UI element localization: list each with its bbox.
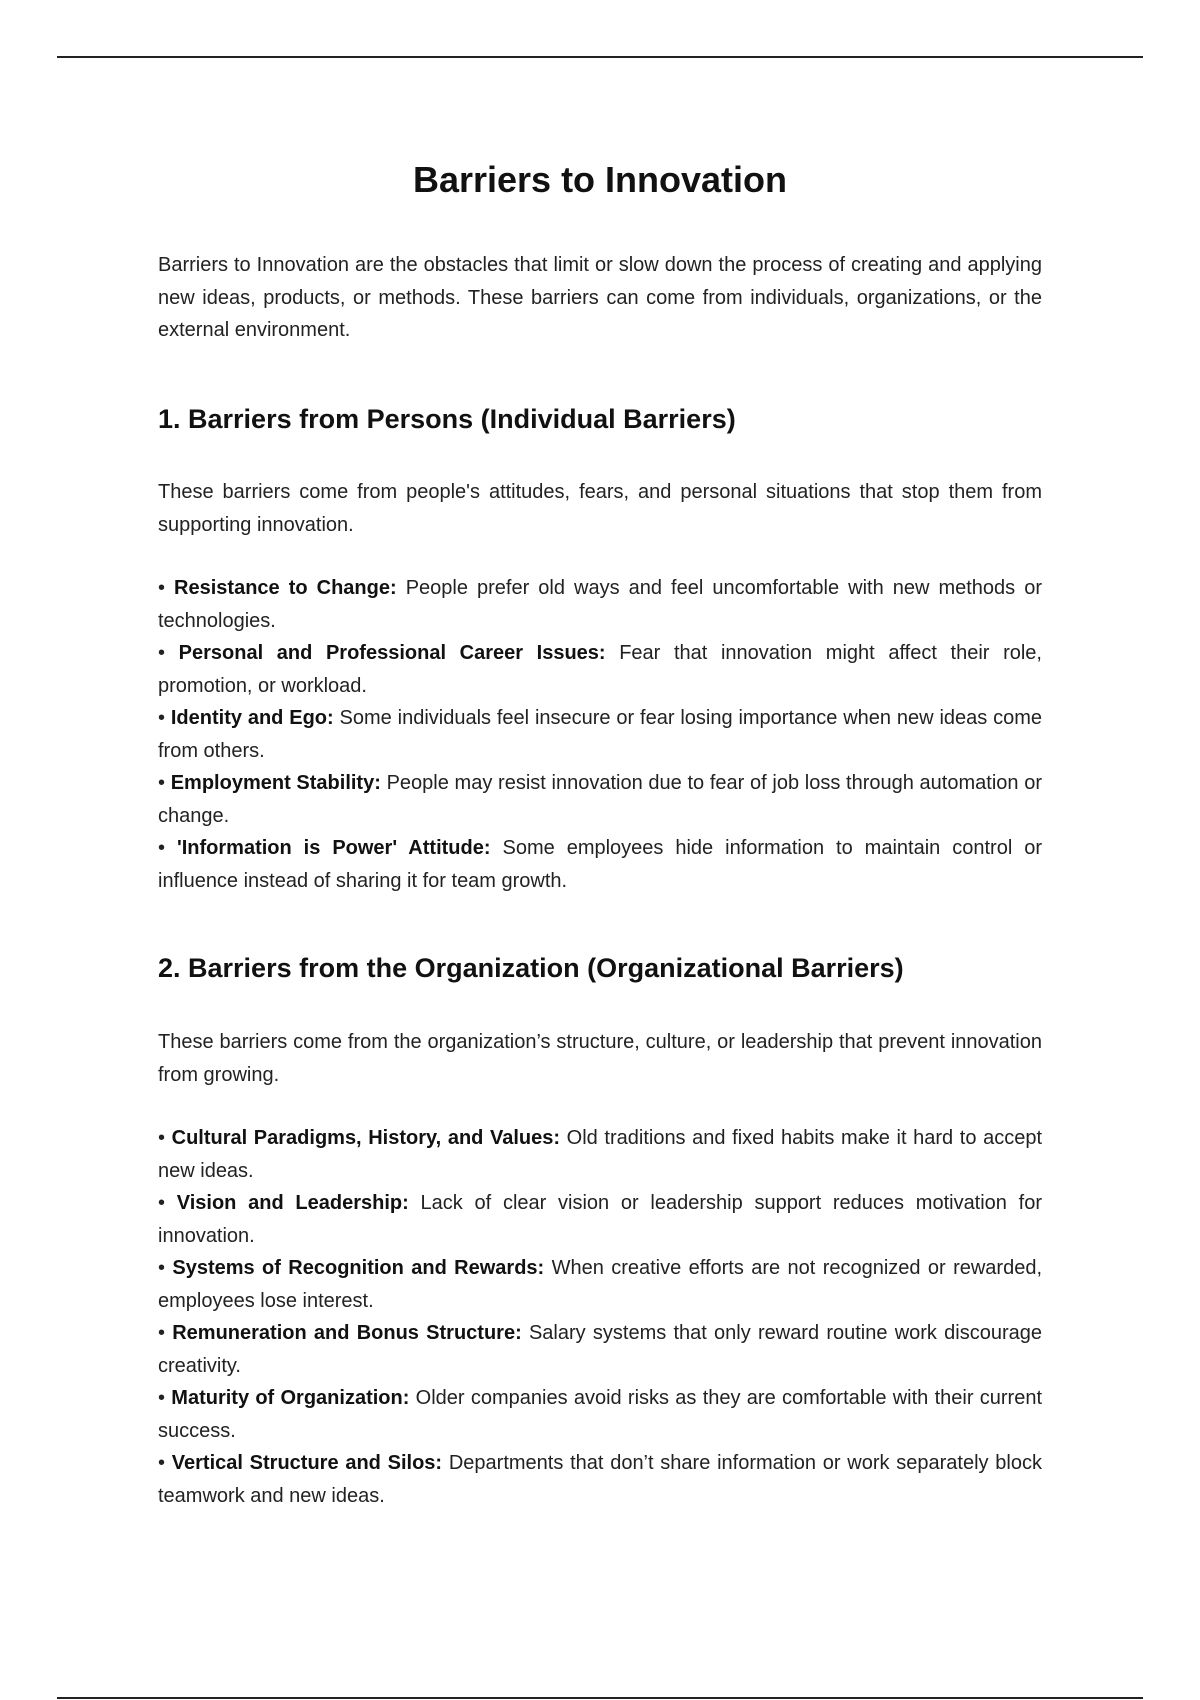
list-item-text: Some individuals feel insecure or fear losing importance when new ideas come from others. — [158, 707, 1043, 762]
list-item-text: People may resist innovation due to fear of job loss through automation or change. — [158, 772, 1042, 827]
list-item-term: 'Information is Power' Attitude: — [176, 837, 491, 859]
list-item-text: Old traditions and fixed habits make it hard to accept new ideas. — [158, 1127, 1043, 1182]
list-item-term: Remuneration and Bonus Structure: — [172, 1322, 522, 1344]
list-item: • Cultural Paradigms, History, and Values: Old traditions and fixed habits make it hard to accept new ideas. — [158, 1127, 1043, 1182]
list-item-term: Personal and Professional Career Issues: — [178, 642, 606, 664]
list-item: • Systems of Recognition and Rewards: When creative efforts are not recognized or rewarded, employees lose interest. — [158, 1257, 1043, 1312]
list-item-term: Resistance to Change: — [174, 577, 397, 599]
list-item-text: When creative efforts are not recognized or rewarded, employees lose interest. — [158, 1257, 1043, 1312]
section-2-heading: 2. Barriers from the Organization (Organizational Barriers) — [158, 953, 904, 983]
list-item-term: Cultural Paradigms, History, and Values: — [171, 1127, 561, 1149]
section-2-list — [158, 1122, 1042, 1512]
list-item: • Resistance to Change: People prefer old ways and feel uncomfortable with new methods or technologies. — [158, 577, 1042, 632]
list-item: • Remuneration and Bonus Structure: Salary systems that only reward routine work discourage creativity. — [158, 1322, 1042, 1377]
list-item-term: Vision and Leadership: — [176, 1192, 409, 1214]
list-item-term: Maturity of Organization: — [171, 1387, 410, 1409]
list-item: • Employment Stability: People may resist innovation due to fear of job loss through automation or change. — [158, 772, 1042, 827]
list-item: • Vision and Leadership: Lack of clear vision or leadership support reduces motivation for innovation. — [158, 1192, 1043, 1247]
list-item: • 'Information is Power' Attitude: Some employees hide information to maintain control or influence instead of sharing it for team growth. — [158, 837, 1043, 892]
page-title: Barriers to Innovation — [412, 159, 788, 200]
list-item: • Personal and Professional Career Issues: Fear that innovation might affect their role, promotion, or workload. — [158, 642, 1042, 697]
section-1-heading: 1. Barriers from Persons (Individual Barriers) — [158, 404, 736, 434]
list-item-text: Salary systems that only reward routine work discourage creativity. — [158, 1322, 1042, 1377]
list-item-term: Vertical Structure and Silos: — [171, 1452, 443, 1474]
list-item-text: Fear that innovation might affect their role, promotion, or workload. — [158, 642, 1042, 697]
list-item-term: Identity and Ego: — [170, 707, 334, 729]
section-1-description: These barriers come from people's attitudes, fears, and personal situations that stop them from supporting innovation. — [158, 481, 1042, 536]
list-item: • Identity and Ego: Some individuals feel insecure or fear losing importance when new ideas come from others. — [158, 707, 1043, 762]
intro-paragraph: Barriers to Innovation are the obstacles that limit or slow down the process of creating and applying new ideas, products, or methods. These barriers can come from individuals, organizations, or the external environment. — [158, 254, 1042, 341]
list-item-term: Systems of Recognition and Rewards: — [172, 1257, 545, 1279]
list-item-term: Employment Stability: — [170, 772, 381, 794]
list-item: • Vertical Structure and Silos: Departments that don’t share information or work separately block teamwork and new ideas. — [158, 1452, 1042, 1507]
section-2-description: These barriers come from the organization’s structure, culture, or leadership that prevent innovation from growing. — [158, 1031, 1042, 1086]
list-item-text: People prefer old ways and feel uncomfortable with new methods or technologies. — [158, 577, 1042, 632]
list-item: • Maturity of Organization: Older companies avoid risks as they are comfortable with their current success. — [158, 1387, 1042, 1442]
bottom-rule — [57, 1697, 1143, 1699]
top-rule — [57, 56, 1143, 58]
list-item-text: Some employees hide information to maintain control or influence instead of sharing it for team growth. — [158, 837, 1043, 892]
list-item-text: Older companies avoid risks as they are comfortable with their current success. — [158, 1387, 1042, 1442]
list-item-text: Departments that don’t share information or work separately block teamwork and new ideas. — [158, 1452, 1042, 1507]
section-1-list — [158, 572, 1042, 897]
list-item-text: Lack of clear vision or leadership support reduces motivation for innovation. — [158, 1192, 1043, 1247]
